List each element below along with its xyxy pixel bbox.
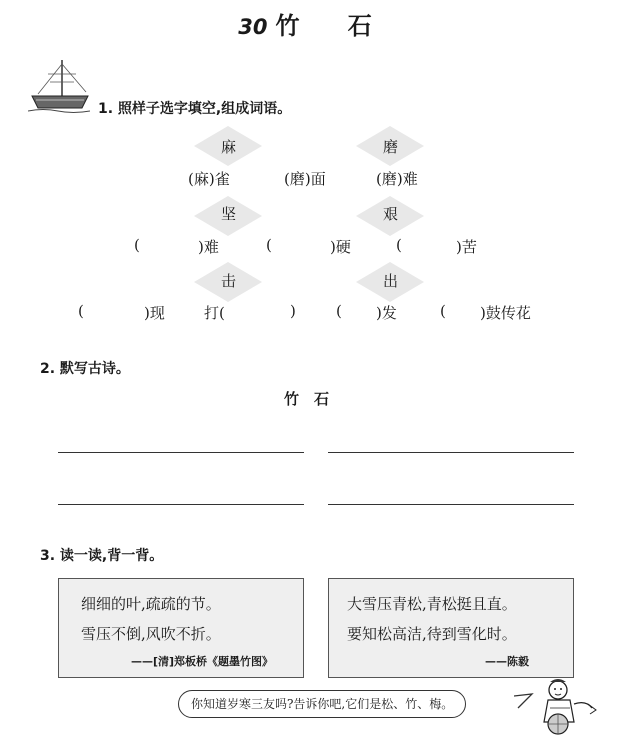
word-monan: (磨)难 xyxy=(376,170,418,188)
blank-open-4: ( xyxy=(78,302,84,320)
blank-close-fa: )发 xyxy=(376,304,397,322)
blank-close-nan: )难 xyxy=(198,238,219,256)
char-ma: 麻 xyxy=(221,138,237,156)
poem-box-left xyxy=(58,578,304,678)
word-maque: (麻)雀 xyxy=(188,170,230,188)
answer-line-4[interactable] xyxy=(328,504,574,505)
answer-line-1[interactable] xyxy=(58,452,304,453)
blank-close-guchuanhua: )鼓传花 xyxy=(480,304,531,322)
blank-close-ku: )苦 xyxy=(456,238,477,256)
diamond-decoration xyxy=(0,0,630,330)
blank-close-xian: )现 xyxy=(144,304,165,322)
poem-box-right xyxy=(328,578,574,678)
char-jian1: 坚 xyxy=(221,205,237,223)
answer-line-2[interactable] xyxy=(328,452,574,453)
blank-open-da: 打( xyxy=(204,304,225,322)
lesson-number: 30 xyxy=(238,15,268,39)
lesson-title: 竹 石 xyxy=(275,11,392,40)
char-mo: 磨 xyxy=(383,138,399,156)
left-poem-author: ——[清]郑板桥《题墨竹图》 xyxy=(131,655,274,668)
blank-close-5: ) xyxy=(290,302,296,320)
right-poem-line-2: 要知松高洁,待到雪化时。 xyxy=(347,625,517,643)
char-chu: 出 xyxy=(383,272,399,290)
poem-title: 竹 石 xyxy=(284,390,330,408)
blank-open-3: ( xyxy=(396,236,402,254)
q1-heading: 1. 照样子选字填空,组成词语。 xyxy=(98,101,292,117)
word-momian: (磨)面 xyxy=(284,170,326,188)
child-figure-icon xyxy=(530,678,602,738)
q2-heading: 2. 默写古诗。 xyxy=(40,361,130,377)
left-poem-line-2: 雪压不倒,风吹不折。 xyxy=(81,625,221,643)
tip-bubble: 你知道岁寒三友吗?告诉你吧,它们是松、竹、梅。 xyxy=(178,690,466,718)
blank-open-7: ( xyxy=(440,302,446,320)
blank-close-ying: )硬 xyxy=(330,238,351,256)
char-ji: 击 xyxy=(221,272,237,290)
right-poem-author: ——陈毅 xyxy=(485,655,529,668)
blank-open-1: ( xyxy=(134,236,140,254)
q3-heading: 3. 读一读,背一背。 xyxy=(40,548,164,564)
right-poem-line-1: 大雪压青松,青松挺且直。 xyxy=(347,595,517,613)
blank-open-2: ( xyxy=(266,236,272,254)
left-poem-line-1: 细细的叶,疏疏的节。 xyxy=(81,595,221,613)
answer-line-3[interactable] xyxy=(58,504,304,505)
char-jian2: 艰 xyxy=(383,205,399,223)
blank-open-6: ( xyxy=(336,302,342,320)
